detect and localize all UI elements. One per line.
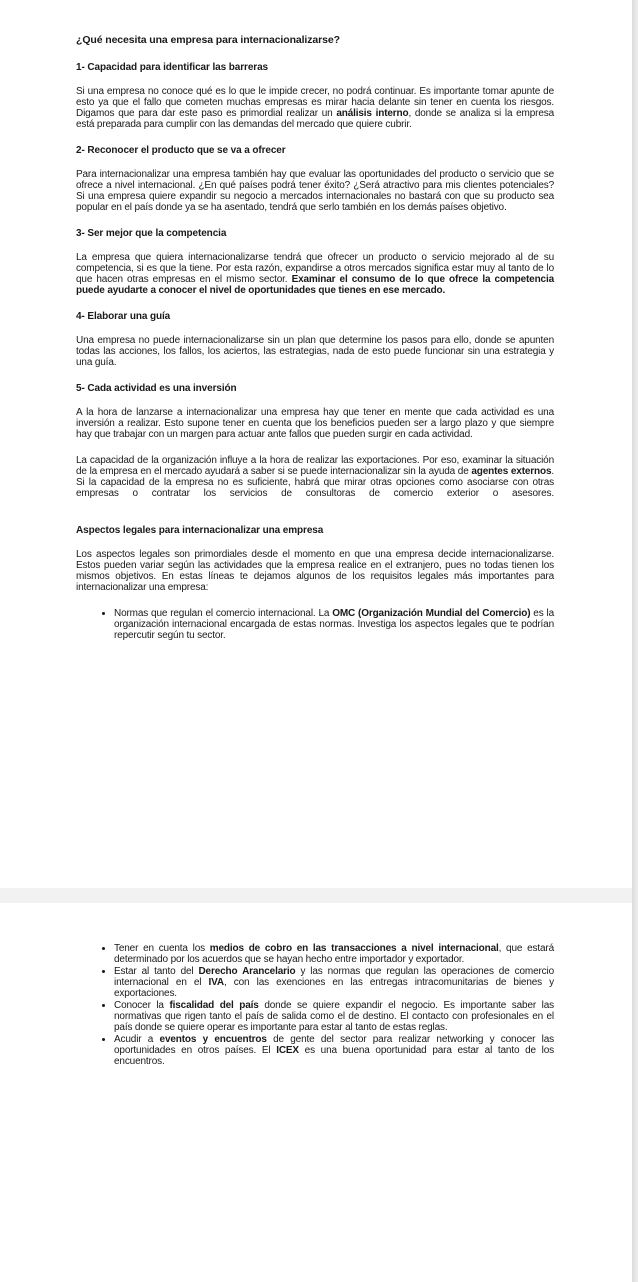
text-run: es la organización internacional encargada de estas normas. Investiga los aspectos legales que te podrían repercutir según tu sector. bbox=[114, 608, 554, 641]
text-run: y las normas que regulan las operaciones de comercio internacional en el bbox=[114, 966, 554, 988]
section-4-paragraph bbox=[76, 335, 554, 368]
legal-bullet-list-page-2 bbox=[76, 943, 554, 1067]
section-3-paragraph bbox=[76, 252, 554, 296]
bold-text-run: agentes externos bbox=[471, 466, 552, 477]
text-run: A la hora de lanzarse a internacionalizar una empresa hay que tener en mente que cada actividad es una inversión a realizar. Esto supone tener en cuenta que los beneficios pueden ser a largo plazo y que siempre hay que trabajar con un margen para actuar ante fallos que pueden surgir en cada actividad. bbox=[76, 407, 554, 440]
text-run: , donde se analiza si la empresa está preparada para cumplir con las demandas del mercado que quiere cubrir. bbox=[76, 108, 554, 130]
legal-heading: Aspectos legales para internacionalizar una empresa bbox=[76, 525, 324, 536]
page-edge-shadow bbox=[632, 0, 638, 1282]
text-run: donde se quiere expandir el negocio. Es importante saber las normativas que rigen tanto el país de salida como el de destino. El contacto con profesionales en el país donde se quiere operar es importante para estar al tanto de estas reglas. bbox=[114, 1000, 554, 1033]
section-1-paragraph bbox=[76, 86, 554, 130]
bold-text-run: OMC (Organización Mundial del Comercio) bbox=[332, 608, 531, 619]
bold-text-run: ICEX bbox=[276, 1045, 299, 1056]
text-run: de gente del sector para realizar networking y conocer las oportunidades en otros países. El bbox=[114, 1034, 554, 1056]
section-3-heading: 3- Ser mejor que la competencia bbox=[76, 228, 227, 239]
section-2 bbox=[76, 145, 554, 213]
section-4 bbox=[76, 311, 554, 368]
text-run: Acudir a bbox=[114, 1034, 160, 1045]
text-run: Una empresa no puede internacionalizarse sin un plan que determine los pasos para ello, donde se apunten todas las acciones, los fallos, los aciertos, las estrategias, nada de esto puede funcionar sin una estrategia y una guía. bbox=[76, 335, 554, 368]
text-run: Conocer la bbox=[114, 1000, 170, 1011]
list-item bbox=[114, 1000, 554, 1033]
legal-bullet-list-page-1 bbox=[76, 608, 554, 641]
bold-text-run: IVA bbox=[208, 977, 225, 988]
list-item bbox=[114, 1034, 554, 1067]
text-run: Estar al tanto del bbox=[114, 966, 199, 977]
text-run: . Si la capacidad de la empresa no es suficiente, habrá que mirar otras opciones como asociarse con otras empresas o contratar los servicios de consultoras de comercio exterior o asesores. bbox=[76, 466, 555, 499]
section-2-paragraph bbox=[76, 169, 554, 213]
section-4-heading: 4- Elaborar una guía bbox=[76, 311, 171, 322]
bold-text-run: eventos y encuentros bbox=[159, 1034, 267, 1045]
document-title: ¿Qué necesita una empresa para internacionalizarse? bbox=[76, 34, 340, 46]
text-run: , con las exenciones en las entregas intracomunitarias de bienes y exportaciones. bbox=[114, 977, 554, 999]
bold-text-run: Examinar el consumo de lo que ofrece la competencia puede ayudarte a conocer el nivel de oportunidades que tienes en ese mercado. bbox=[76, 274, 555, 296]
section-2-heading: 2- Reconocer el producto que se va a ofrecer bbox=[76, 145, 286, 156]
text-run: Normas que regulan el comercio internacional. La bbox=[114, 608, 333, 619]
section-3 bbox=[76, 228, 554, 296]
legal-section bbox=[76, 525, 554, 641]
text-run: Si una empresa no conoce qué es lo que le impide crecer, no podrá continuar. Es importante tomar apunte de esto ya que el fallo que cometen muchas empresas es mirar hacia delante sin tener en cuenta los riesgos. Digamos que para dar este paso es primordial realizar un bbox=[76, 86, 554, 119]
list-item bbox=[114, 943, 554, 965]
text-run: , que estará determinado por los acuerdos que se hayan hecho entre importador y exportador. bbox=[114, 943, 554, 965]
text-run: es una buena oportunidad para estar al tanto de los encuentros. bbox=[114, 1045, 554, 1067]
bold-text-run: medios de cobro en las transacciones a nivel internacional bbox=[209, 943, 499, 954]
bold-text-run: Derecho Arancelario bbox=[198, 966, 296, 977]
text-run: Tener en cuenta los bbox=[114, 943, 210, 954]
section-1 bbox=[76, 62, 554, 130]
text-run: La capacidad de la organización influye a la hora de realizar las exportaciones. Por eso, examinar la situación de la empresa en el mercado ayudará a saber si se puede internacionalizar sin la ayuda de bbox=[76, 455, 554, 477]
document-page-2 bbox=[0, 903, 632, 1282]
section-5-heading: 5- Cada actividad es una inversión bbox=[76, 383, 237, 394]
text-run: La empresa que quiera internacionalizarse tendrá que ofrecer un producto o servicio mejorado al de su competencia, si es que la tiene. Por esta razón, expandirse a otros mercados significa estar muy al tanto de lo que hacen otras empresas en el mismo sector. bbox=[76, 252, 554, 285]
list-item bbox=[114, 966, 554, 999]
text-run: Para internacionalizar una empresa también hay que evaluar las oportunidades del producto o servicio que se ofrece a nivel internacional. ¿En qué países podrá tener éxito? ¿Será atractivo para mis clientes potenciales? Si una empresa quiere expandir su negocio a mercados internacionales no bastará con que su producto sea popular en el país donde ya se ha asentado, tendrá que serlo también en los demás países objetivo. bbox=[76, 169, 554, 213]
legal-intro: Los aspectos legales son primordiales desde el momento en que una empresa decide internacionalizarse. Estos pueden variar según las actividades que la empresa realice en el extranjero, pues no todas tienen los mismos objetivos. En estas líneas te dejamos algunos de los requisitos legales más importantes para internacionalizar una empresa: bbox=[76, 549, 554, 593]
section-5-paragraph-1 bbox=[76, 407, 554, 440]
section-5 bbox=[76, 383, 554, 499]
section-1-heading: 1- Capacidad para identificar las barreras bbox=[76, 62, 268, 73]
bold-text-run: análisis interno bbox=[336, 108, 409, 119]
section-5-paragraph-2 bbox=[76, 455, 554, 499]
bold-text-run: fiscalidad del país bbox=[169, 1000, 259, 1011]
list-item bbox=[114, 608, 554, 641]
